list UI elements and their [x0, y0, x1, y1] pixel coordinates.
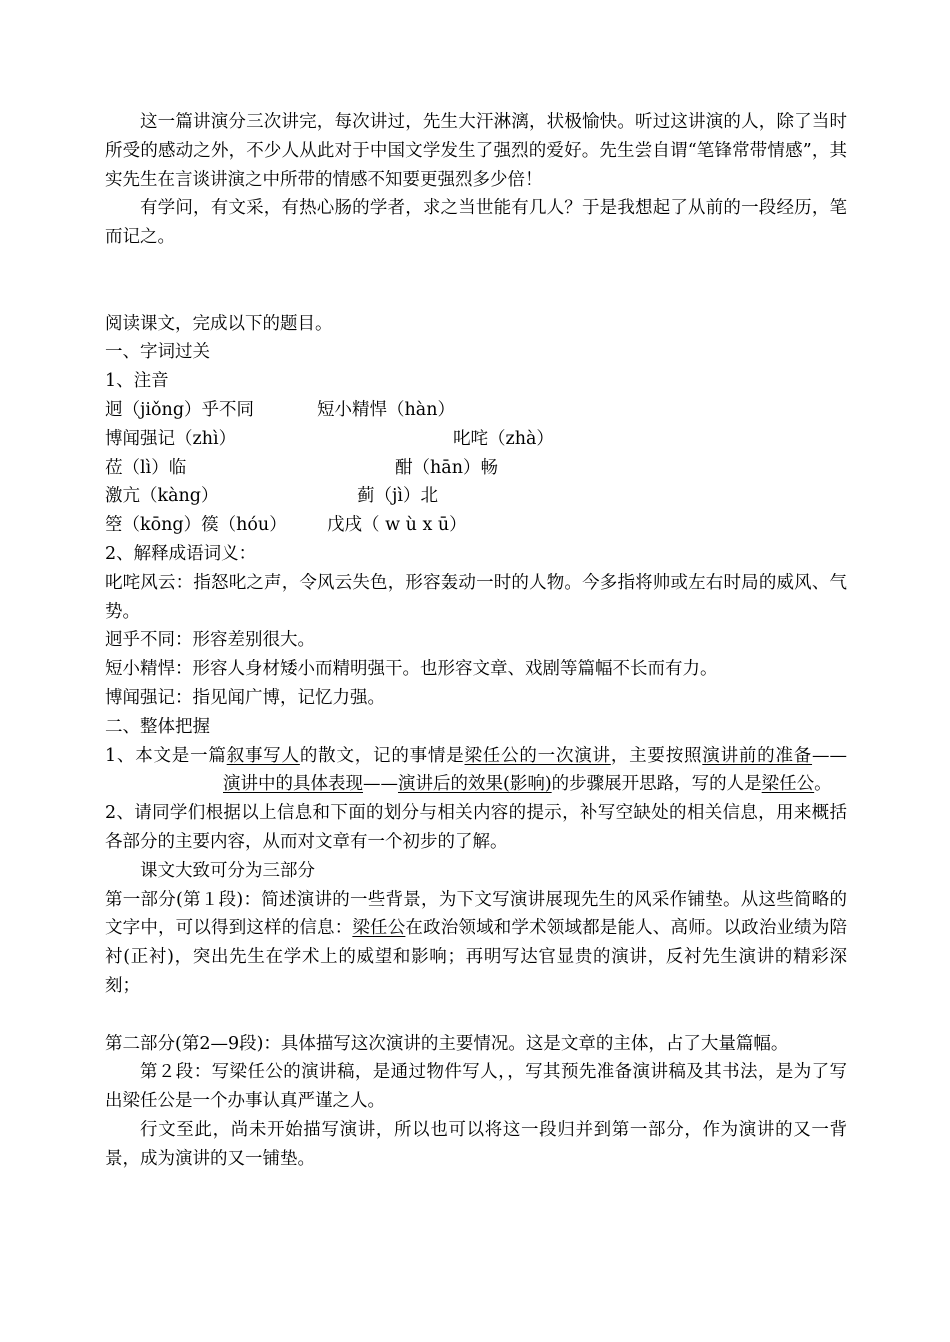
- spacer: [105, 252, 847, 310]
- pinyin-row: [105, 482, 847, 511]
- pinyin-item: 莅（lì）临: [105, 457, 187, 478]
- pinyin-row: [105, 425, 847, 454]
- answer-blank: 演讲中的具体表现: [223, 774, 363, 795]
- answer-blank: 叙事写人: [226, 745, 300, 766]
- answer-blank: 梁任公: [761, 774, 815, 795]
- part-1-paragraph: [105, 886, 847, 1001]
- pinyin-item: 蓟（jì）北: [357, 486, 439, 507]
- overview-question-1: [105, 742, 847, 800]
- pinyin-item: 箜（kōng）篌（hóu）: [105, 515, 287, 536]
- text-run: ——: [363, 774, 398, 795]
- idiom-definition: 博闻强记：指见闻广博，记忆力强。: [105, 687, 385, 708]
- text-run: 在政治领域和学术领域都是能人、高师。以政治业绩为陪衬(正衬)，突出先生在学术上的威望和影响；再明写达官显贵的演讲，反衬先生演讲的精彩深刻；: [105, 918, 848, 996]
- pinyin-row: [105, 511, 847, 540]
- idiom-definition: 迥乎不同：形容差别很大。: [105, 630, 315, 651]
- answer-blank: 梁任公: [352, 918, 406, 939]
- text-run: 的散文，记的事情是: [299, 745, 465, 766]
- section-2-title: 二、整体把握: [105, 716, 210, 737]
- pinyin-item: 戊戌（ w ù x ū）: [327, 515, 467, 536]
- intro-paragraph-1: 这一篇讲演分三次讲完，每次讲过，先生大汗淋漓，状极愉快。听过这讲演的人，除了当时所受的感动之外，不少人从此对于中国文学发生了强烈的爱好。先生尝自谓“笔锋常带情感”，其实先生在言谈讲演之中所带的情感不知要更强烈多少倍！: [105, 112, 847, 190]
- answer-blank: 演讲后的效果(影响): [398, 774, 552, 795]
- intro-paragraph-2: 有学问，有文采，有热心肠的学者，求之当世能有几人？于是我想起了从前的一段经历，笔而记之。: [105, 198, 847, 248]
- document-page: [105, 108, 847, 1173]
- pinyin-item: 激亢（kàng）: [105, 486, 219, 507]
- idiom-definition: 叱咤风云：指怒叱之声，令风云失色，形容轰动一时的人物。今多指将帅或左右时局的威风、气势。: [105, 572, 847, 622]
- paragraph-2-note: 行文至此，尚未开始描写演讲，所以也可以将这一段归并到第一部分，作为演讲的又一背景，成为演讲的又一铺垫。: [105, 1119, 847, 1169]
- answer-blank: 梁任公的一次演讲: [464, 745, 611, 766]
- part-2-paragraph: 第二部分(第2—9段)：具体描写这次演讲的主要情况。这是文章的主体，占了大量篇幅。: [105, 1033, 789, 1054]
- question-2-title: 2、解释成语词义：: [105, 543, 257, 564]
- text-run: 的步骤展开思路，写的人是: [551, 774, 762, 795]
- pinyin-item: 短小精悍（hàn）: [317, 399, 455, 420]
- pinyin-item: 酣（hān）畅: [395, 457, 498, 478]
- instruction: 阅读课文，完成以下的题目。: [105, 313, 333, 334]
- text-run: ——: [812, 745, 848, 766]
- pinyin-item: 叱咤（zhà）: [453, 428, 554, 449]
- section-1-title: 一、字词过关: [105, 342, 210, 363]
- question-1-title: 1、注音: [105, 371, 169, 392]
- pinyin-row: [105, 454, 847, 483]
- pinyin-row: [105, 396, 847, 425]
- spacer: [105, 1001, 847, 1030]
- text-run: 1、本文是一篇: [105, 745, 227, 766]
- text-run: 。: [814, 774, 832, 795]
- pinyin-item: 博闻强记（zhì）: [105, 428, 237, 449]
- paragraph-2-analysis: 第２段：写梁任公的演讲稿，是通过物件写人，，写其预先准备演讲稿及其书法，是为了写出梁任公是一个办事认真严谨之人。: [105, 1062, 847, 1112]
- overview-question-2: 2、请同学们根据以上信息和下面的划分与相关内容的提示，补写空缺处的相关信息，用来概括各部分的主要内容，从而对文章有一个初步的了解。: [105, 803, 847, 852]
- answer-blank: 演讲前的准备: [702, 745, 813, 766]
- text-run: 第一部分(第１段)：简述演讲的一些背景，为下文写演讲展现先生的风采作铺垫。从这些简略的文字中，可以得到这样的信息：: [105, 889, 847, 939]
- pinyin-item: 迥（jiǒng）乎不同: [105, 399, 255, 420]
- text-run: ，主要按照: [610, 745, 703, 766]
- idiom-definition: 短小精悍：形容人身材矮小而精明强干。也形容文章、戏剧等篇幅不长而有力。: [105, 659, 718, 680]
- division-intro: 课文大致可分为三部分: [140, 860, 315, 881]
- pinyin-table: [105, 396, 847, 540]
